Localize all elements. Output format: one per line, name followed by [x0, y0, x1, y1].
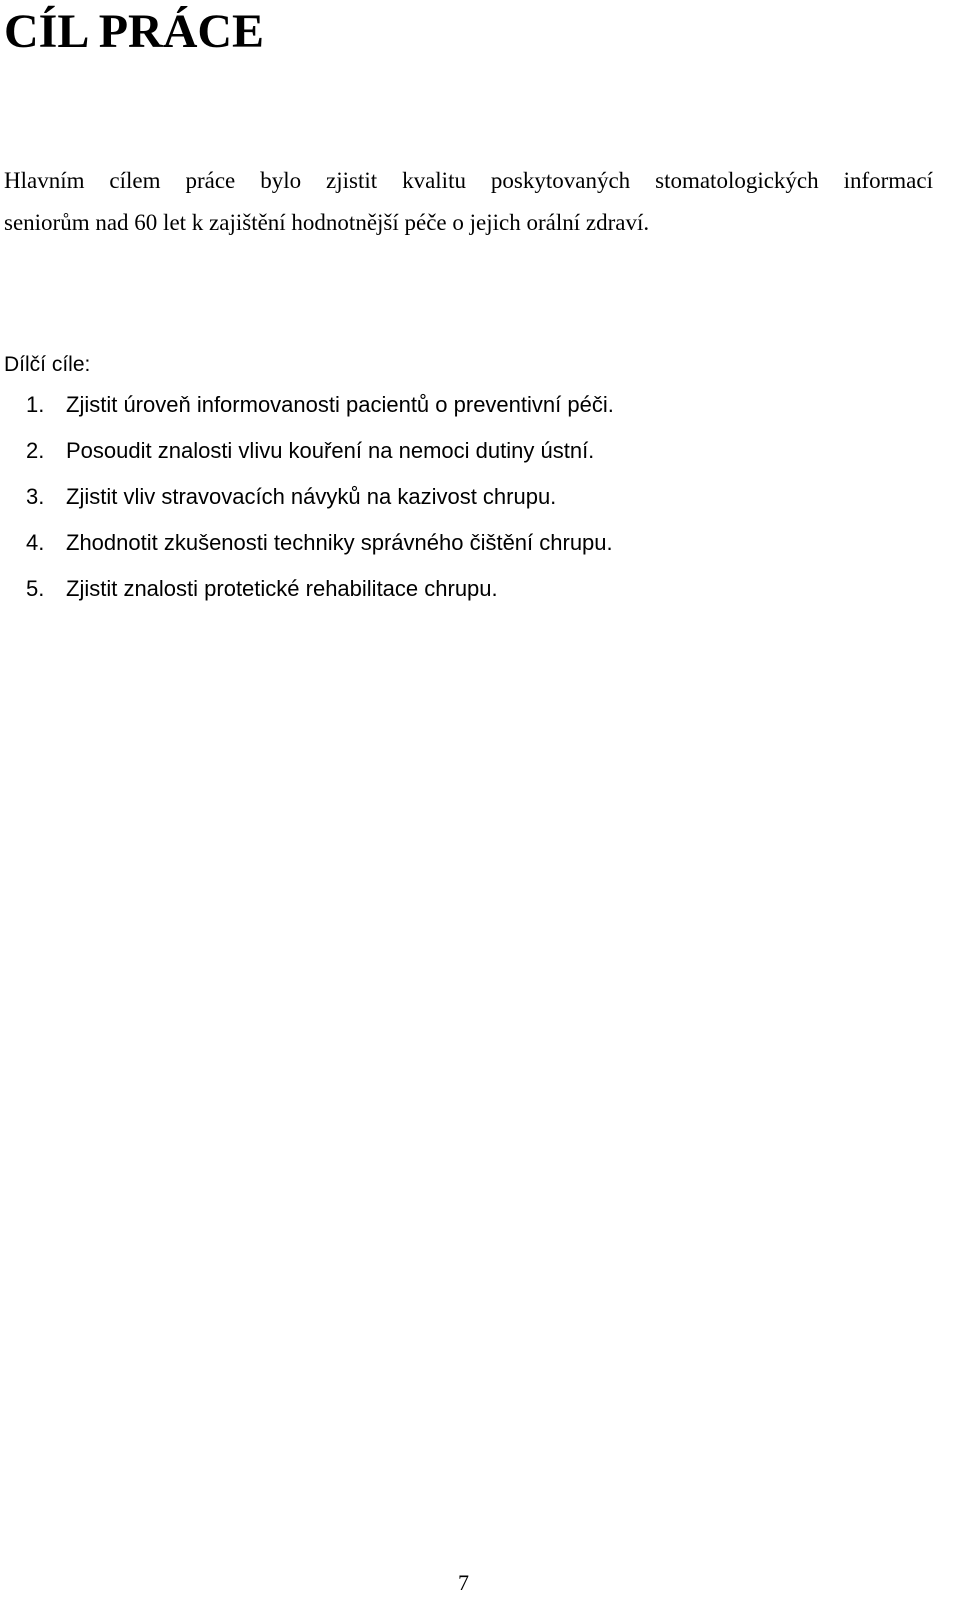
- list-item-number: 4.: [26, 530, 45, 555]
- list-item-text: Zjistit znalosti protetické rehabilitace chrupu.: [66, 576, 498, 601]
- list-item-number: 3.: [26, 484, 45, 509]
- list-item-text: Zjistit úroveň informovanosti pacientů o preventivní péči.: [66, 392, 614, 417]
- list-item-number: 5.: [26, 576, 45, 601]
- intro-paragraph: [4, 160, 933, 244]
- list-item-number: 2.: [26, 438, 45, 463]
- intro-line: seniorům nad 60 let k zajištění hodnotnější péče o jejich orální zdraví.: [4, 210, 650, 235]
- page-title: CÍL PRÁCE: [4, 5, 265, 58]
- list-item-text: Posoudit znalosti vlivu kouření na nemoci dutiny ústní.: [66, 438, 595, 463]
- list-item-number: 1.: [26, 392, 45, 417]
- intro-line: Hlavním cílem práce bylo zjistit kvalitu poskytovaných stomatologických informací: [4, 168, 933, 193]
- list-item-text: Zhodnotit zkušenosti techniky správného čištění chrupu.: [66, 530, 613, 555]
- page-number: 7: [458, 1570, 469, 1595]
- section-subtitle: Dílčí cíle:: [4, 353, 91, 376]
- list-item-text: Zjistit vliv stravovacích návyků na kazivost chrupu.: [66, 484, 557, 509]
